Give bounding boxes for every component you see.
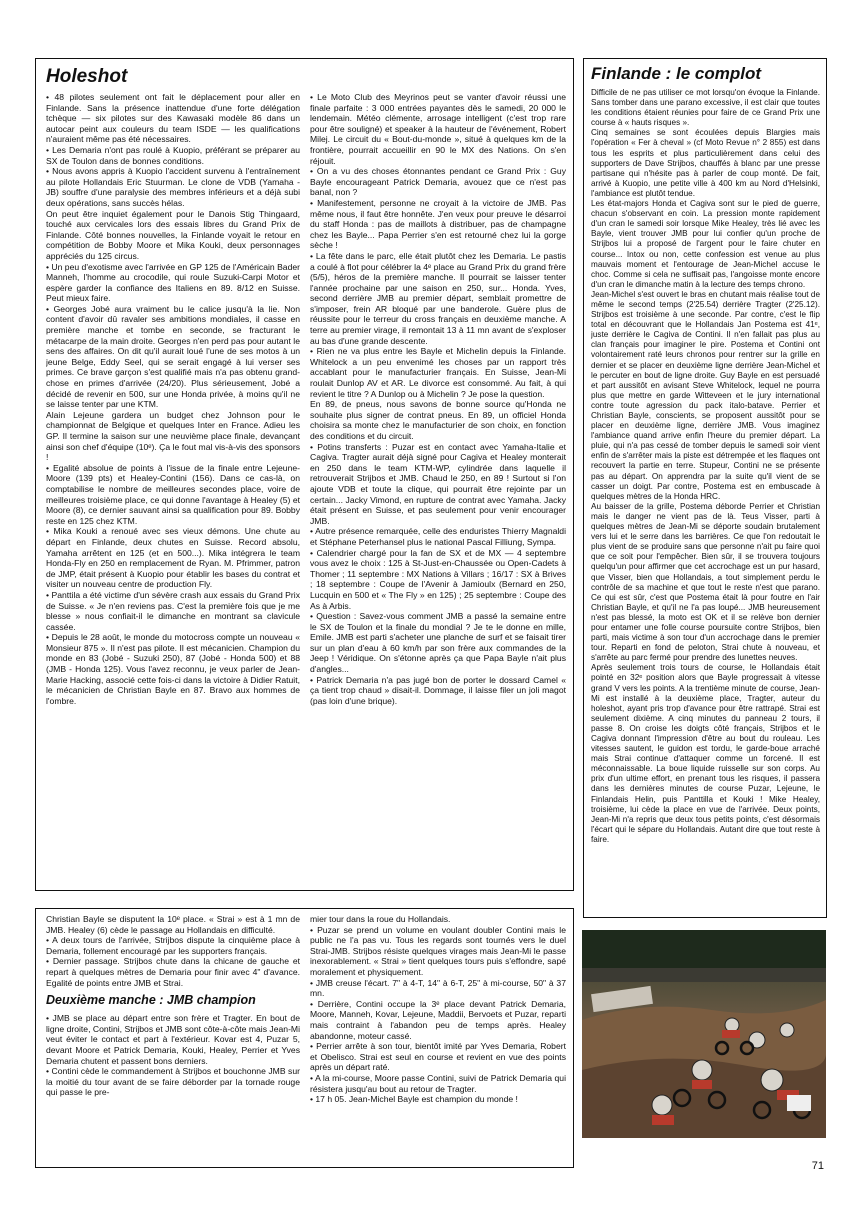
paragraph: On peut être inquiet également pour le Danois Stig Thingaard, touché aux cervicales lors des essais libres du Grand Prix de Finlande. Côté bonnes nouvelles, la Finlande voyait le retour en compétition de Bobby Moore et Mika Kouki, deux personnages appréciés du 125 circus. (46, 208, 300, 261)
paragraph: • Le Moto Club des Meyrinos peut se vanter d'avoir réussi une finale parfaite : 3 000 entrées payantes dès le samedi, 20 000 le lendemain. Météo clémente, arrosage intelligent (c'est trop rare pour être souligné) et speaker à la hauteur de l'événement, Robert Milej. Le circuit du « Bout-du-monde », situé à quelques km de la frontière, pourrait accueillir en 90 le MX des Nations. On s'en réjouit. (310, 92, 566, 166)
paragraph: • On a vu des choses étonnantes pendant ce Grand Prix : Guy Bayle encourageant Patrick Demaria, avouez que ce n'est pas banal, non ? (310, 166, 566, 198)
paragraph: • Potins transferts : Puzar est en contact avec Yamaha-Italie et Cagiva. Tragter aurait déjà signé pour Cagiva et Healey monterait en 250 dans le team KTM-WP, cylindrée dans laquelle il retrouverait Strijbos et JMB. Chaud le 250, en 89 ! Surtout si l'on ajoute VDB et toute la clique, qui pourrait être rejointe par un certain... Jacky Vimond, en rupture de contrat avec Yamaha. Jacky était présent en Suisse, et pas seulement pour venir encourager JMB. (310, 441, 566, 526)
paragraph: • Derrière, Contini occupe la 3ᵉ place devant Patrick Demaria, Moore, Manneh, Kovar, Lejeune, Maddii, Bervoets et Puzar, reparti mais contraint à l'abandon peu de temps après. Healey abandonne, moteur cassé. (310, 998, 566, 1041)
paragraph: • Egalité absolue de points à l'issue de la finale entre Lejeune-Moore (139 pts) et Healey-Contini (156). Dans ce cas-là, on comptabilise le nombre de meilleures secondes place, voire de meilleures troisième place, ce qui donne l'avantage à Healey (5) et Moore (8), ce dernier sauvant ainsi sa qualification pour 89. Bobby reste en 125 chez KTM. (46, 462, 300, 526)
second-heat-column-1 (46, 914, 300, 1164)
holeshot-title: Holeshot (46, 66, 128, 87)
paragraph: • Calendrier chargé pour la fan de SX et de MX — 4 septembre vous avez le choix : 125 à St-Just-en-Chaussée ou Open-Cadets à Thomer ; 11 septembre : MX Nations à Villars ; 16/17 : SX à Brives ; 18 septembre : Coupe de l'Avenir à Jamioulx (Bernard en 250, Lucquin en 500 et « The Fly » en 125) ; 25 septembre : Coupe des As à Arbis. (310, 547, 566, 611)
holeshot-column-1 (46, 66, 300, 884)
paragraph: • Depuis le 28 août, le monde du motocross compte un nouveau « Monsieur 875 ». Il n'est pas pilote. Il est mécanicien. Champion du monde en 83 (Jobé - Suzuki 250), 87 (Jobé - Honda 500) et 88 (JMB - Honda 125). Vous l'avez reconnu, je veux parler de Jean-Marie Hacking, associé cette fois-ci dans la victoire à Didier Ratuit, le mécanicien de Christian Bayle en 87. Bravo aux hommes de l'ombre. (46, 632, 300, 706)
holeshot-column-2 (310, 92, 566, 884)
second-heat-column-2 (310, 914, 566, 1164)
paragraph: • La fête dans le parc, elle était plutôt chez les Demaria. Le pastis a coulé à flot pour célébrer la 4ᵉ place au Grand Prix du grand frère (5/5), héros de la première manche. Il pourrait se laisser tenter l'année prochaine par une saison en 250, sur... Honda. Yves, second derrière JMB au premier départ, semblait promettre de s'imposer, frein AR bloqué par une banderole. Guère plus de réussite pour le terreur du cross français en deuxième manche. A terre au premier virage, il remontait 13 à 11 mn avant de s'exploser au bas d'une grande descente. (310, 250, 566, 346)
paragraph: • JMB creuse l'écart. 7" à 4-T, 14" à 6-T, 25" à mi-course, 50" à 37 mn. (310, 977, 566, 999)
paragraph: • 17 h 05. Jean-Michel Bayle est champion du monde ! (310, 1094, 518, 1105)
paragraph: Difficile de ne pas utiliser ce mot lorsqu'on évoque la Finlande. Sans tomber dans une parano excessive, il est clair que toutes les conditions étaient réunies pour faire de ce Grand Prix une course à « hauts risques ». (591, 88, 820, 128)
paragraph: • Un peu d'exotisme avec l'arrivée en GP 125 de l'Américain Bader Manneh, l'homme au crocodile, qui roule Suzuki-Carpi Motor et espère garder la confiance des Italiens en 89. 8/12 en Suisse. Peut mieux faire. (46, 261, 300, 304)
complot-title: Finlande : le complot (591, 64, 762, 83)
paragraph: • Dernier passage. Strijbos chute dans la chicane de gauche et repart à quelques mètres de Demaria pour finir avec 4" d'avance. Egalité de points entre JMB et Strai. (46, 956, 300, 988)
paragraph: • Manifestement, personne ne croyait à la victoire de JMB. Pas même nous, il faut être honnête. J'en veux pour preuve le désarroi du staff Honda : pas de maillots à distribuer, pas de champagne chez les Bayle... Papa Perrier s'en est retourné chez lui la gorge sèche ! (310, 197, 566, 251)
paragraph: • Contini cède le commandement à Strijbos et bouchonne JMB sur la moitié du tour avant de se faire déborder par la tornade rouge qui passe le pre- (46, 1066, 300, 1098)
paragraph: Les état-majors Honda et Cagiva sont sur le pied de guerre, chacun s'observant en coin. La pression monte rapidement d'un cran le samedi soir lorsque Mike Healey, très lié avec les Bayle, vient trouver JMB pour lui confier qu'un proche de Strijbos lui a proposé de l'argent pour le faire chuter en course... Intox ou non, cette confession est venue au plus mauvais moment et l'entourage de Jean-Michel accuse le choc. Comme si cela ne suffisait pas, l'angoisse monte encore d'un cran le dimanche matin à la lecture des temps chrono. (591, 199, 820, 289)
paragraph: Au baisser de la grille, Postema déborde Perrier et Christian mais le danger ne vient pas de là. Teus Visser, parti à quelques mètres de Jean-Mi se déporte soudain brutalement vers lui et le serre dans les barrières. Ce que l'on redoutait le plus vient de se produire sans que personne n'ait pu faire quoi que ce soit pour l'empêcher. Bien sûr, il se trouvera toujours quelqu'un pour affirmer que cet accrochage est un pur hasard, que Visser, bien que Hollandais, a tout simplement perdu le contrôle de sa machine et que tout le reste n'est que parano. Ce qui est sûr, c'est que Postema était là pour foutre en l'air Christian Bayle, et qu'il ne l'a pas loupé... JMB heureusement n'est pas blessé, la moto est OK et il se relève bon dernier pour entamer une folle course poursuite contre Strijbos, bien parti, mais victime à son tour d'un accrochage dans le premier tour. Reparti en fond de peloton, Strai chute à nouveau, et s'arrête au parc fermé pour prendre des lunettes neuves. (591, 501, 820, 663)
paragraph: • Georges Jobé aura vraiment bu le calice jusqu'à la lie. Non content d'avoir dû ravaler ses ambitions mondiales, il casse en première manche et tombe en seconde, se fracturant le métacarpe de la main droite. Georges n'en perd pas pour autant le sens des affaires. On dit qu'il aurait loué l'une de ses motos à un jeune Belge, Eddy Seel, qui se serait engagé à lui verser ses primes. Ce brave garçon s'est qualifié mais n'a pas obtenu grand-chose en primes d'arrivée (24/20). Plus sérieusement, Jobé a décidé de revenir en 500, sur une Honda privée, à moins qu'il ne se laisse tenter par une KTM. (46, 303, 300, 410)
paragraph: En 89, de pneus, nous savons de bonne source qu'Honda ne souhaite plus signer de contrat pneus. En 89, un officiel Honda choisira sa monte chez le manufacturier de son choix, en fonction des conditions et du circuit. (310, 399, 566, 441)
paragraph: • Mika Kouki a renoué avec ses vieux démons. Une chute au départ en Finlande, deux chutes en Suisse. Record absolu, Yamaha arrêtent en 125 (et en 500...). Mika intégrera le team Honda-Fly en 250 en remplacement de Ryan. M. Pfrimmer, patron de JMP, était présent à Kuopio pour établir les bases du contrat et visiter un nouveau centre de production Fly. (46, 526, 300, 590)
page-number: 71 (811, 1160, 824, 1172)
paragraph: Jean-Michel s'est ouvert le bras en chutant mais réalise tout de même le second temps (2'25.54) derrière Tragter (2'25.12). Strijbos est troisième à une seconde. Par contre, c'est le flip total en découvrant que le Hollandais Jan Postema est 41ᵉ, juste derrière le Cagiva de Contini. Il n'en fallait pas plus au clan français pour imaginer le pire. Postema et Contini ont volontairement raté leurs chronos pour rentrer sur la grille en dernier et se placer en deuxième ligne derrière Jean-Michel et le percuter en bout de ligne droite. Guy Bayle en est persuadé et part aussitôt en avisant Steve Whitelock, lequel ne pourra plus que mettre en garde Witteveen et le jury international contre toute agression du pack italo-batave. Perrier et Christian Bayle, conscients, se proposent aussitôt pour se placer en deuxième ligne, derrière JMB. Vous imaginez l'ambiance quand arrive enfin l'heure du premier départ. La pluie, qui n'a pas cessé de tomber depuis le samedi soir vient enfin de s'arrêter mais la piste est détrempée et les flaques ont recouvert la partie en terre. Stupeur, Contini ne se présente pas au départ. On apprendra par la suite qu'il vient de se casser un doigt. Par contre, Postema est en embuscade à quelques mètres de la Honda HRC. (591, 289, 820, 501)
paragraph: • Nous avons appris à Kuopio l'accident survenu à l'entraînement au pilote Hollandais Eric Stuurman. Le clone de VDB (Yamaha - JB) souffre d'une paralysie des membres inférieurs et a déjà subi deux opérations, sans succès hélas. (46, 166, 300, 208)
motocross-race-photo (582, 930, 826, 1138)
paragraph: • Patrick Demaria n'a pas jugé bon de porter le dossard Camel « ça tient trop chaud » disait-il. Dommage, il laisse filer un joli magot (pas loin d'une brique). (310, 674, 566, 706)
paragraph: • 48 pilotes seulement ont fait le déplacement pour aller en Finlande. Sans la présence inattendue d'une forte délégation tchèque — six pilotes sur des Kawasaki modèle 86 dans un autocar peint aux couleurs du team ISDE — les qualifications n'auraient même pas été nécessaires. (46, 92, 300, 145)
paragraph: • Panttila a été victime d'un sévère crash aux essais du Grand Prix de Suisse. « Je n'en reviens pas. C'est la première fois que je me blesse » nous confiait-il le dimanche en montrant sa clavicule cassée. (46, 589, 300, 632)
paragraph: Cinq semaines se sont écoulées depuis Blargies mais l'opération « Fer à cheval » (cf Moto Revue n° 2 855) est dans tous les esprits et plus particulièrement dans celui des supporters de Dave Strijbos, chauffés à blanc par une presse partisane qui n'hésite pas à parler de coup monté. De fait, arrivé à Kuopio, une petite ville à 400 km au Nord d'Helsinki, l'ambiance est plutôt tendue. (591, 128, 820, 198)
paragraph: • Rien ne va plus entre les Bayle et Michelin depuis la Finlande. Whitelock a un peu envenimé les choses par un rapport très accablant pour le manufacturier français. En Suisse, Jean-Mi roulait Dunlop AV et AR. Le divorce est consommé. Au fait, à qui revient le titre ? A Dunlop ou à Michelin ? Je pose la question. (310, 346, 566, 399)
paragraph: mier tour dans la roue du Hollandais. (310, 914, 451, 924)
paragraph: Alain Lejeune gardera un budget chez Johnson pour le championnat de Belgique et quelques Inter en France. Adieu les GP. Il termine la saison sur une neuvième place finale, devançant ainsi son chef d'équipe (10ᵉ). Ça le fout mal vis-à-vis des sponsors ! (46, 409, 300, 463)
paragraph: • Puzar se prend un volume en voulant doubler Contini mais le public ne l'a pas vu. Tous les regards sont tournés vers le duel Strai-JMB. Strijbos résiste quelques virages mais Jean-Mi le passe inexorablement. « Strai » tient quelques tours puis s'effondre, sapé moralement et physiquement. (310, 924, 566, 977)
second-heat-heading: Deuxième manche : JMB champion (46, 993, 256, 1008)
race-photo-illustration (582, 930, 826, 1138)
paragraph: • Question : Savez-vous comment JMB a passé la semaine entre le SX de Toulon et la finale du mondial ? Je te le donne en mille, Emile. JMB est parti s'acheter une planche de surf et se faisait tirer sur un plan d'eau à 60 km/h par son frère aux commandes de la Jeep ! Véridique. On s'étonne après ça que Papa Bayle n'ait plus d'angles... (310, 611, 566, 675)
paragraph: Après seulement trois tours de course, le Hollandais était pointé en 32ᵉ position alors que Bayle progressait à vitesse grand V vers les points. A la trentième minute de course, Jean-Mi est installé à la deuxième place, Tragter, auteur du holeshot, ayant pris trop d'avance pour être rattrapé. Strai est seulement dixième. A cinq minutes du panneau 2 tours, il passe 8. On croise les doigts côté français, Strijbos et le Cagiva donnant l'impression d'être au bout du rouleau. Les vitesses sautent, le guidon est tordu, le garde-boue arraché mais Strai continue d'attaquer comme un forcené. Il est méconnaissable. La boue liquide ruisselle sur son corps. Au prix d'un ultime effort, en prenant tous les risques, il passera dans les dernières minutes de course Puzar, Lejeune, le Finlandais Helin, puis Panttilla et Kouki ! Mike Healey, troisième, lui cède la place en vue de l'arrivée. Deux points, Jean-Mi n'a repris que deux tous petits points, c'est désormais l'écart qui le sépare du Hollandais. Autant dire que tout reste à faire. (591, 663, 820, 844)
paragraph: • Perrier arrête à son tour, bientôt imité par Yves Demaria, Robert et Obelisco. Strai est seul en course et revient en vue des points après un départ raté. (310, 1041, 566, 1073)
complot-column (591, 64, 820, 912)
paragraph: • Autre présence remarquée, celle des enduristes Thierry Magnaldi et Stéphane Peterhansel plus le national Pascal Filliung, Sympa. (310, 526, 566, 547)
paragraph: • JMB se place au départ entre son frère et Tragter. En bout de ligne droite, Contini, Strijbos et JMB sont côte-à-côte mais Jean-Mi veut éviter le contact et part à l'extérieur. Kovar est 4, Puzar 5, devant Moore et Patrick Demaria, Kouki, Healey, Perrier et Yves Demaria chutent et passent bons derniers. (46, 1013, 300, 1066)
paragraph: • Les Demaria n'ont pas roulé à Kuopio, préférant se préparer au SX de Toulon dans de bonnes conditions. (46, 144, 300, 166)
paragraph: • A deux tours de l'arrivée, Strijbos dispute la cinquième place à Demaria, follement encouragé par les supporters français. (46, 935, 300, 956)
paragraph: • A la mi-course, Moore passe Contini, suivi de Patrick Demaria qui résistera jusqu'au bout au retour de Tragter. (310, 1072, 566, 1094)
paragraph: Christian Bayle se disputent la 10ᵉ place. « Strai » est à 1 mn de JMB. Healey (6) cède le passage au Hollandais en difficulté. (46, 914, 300, 935)
